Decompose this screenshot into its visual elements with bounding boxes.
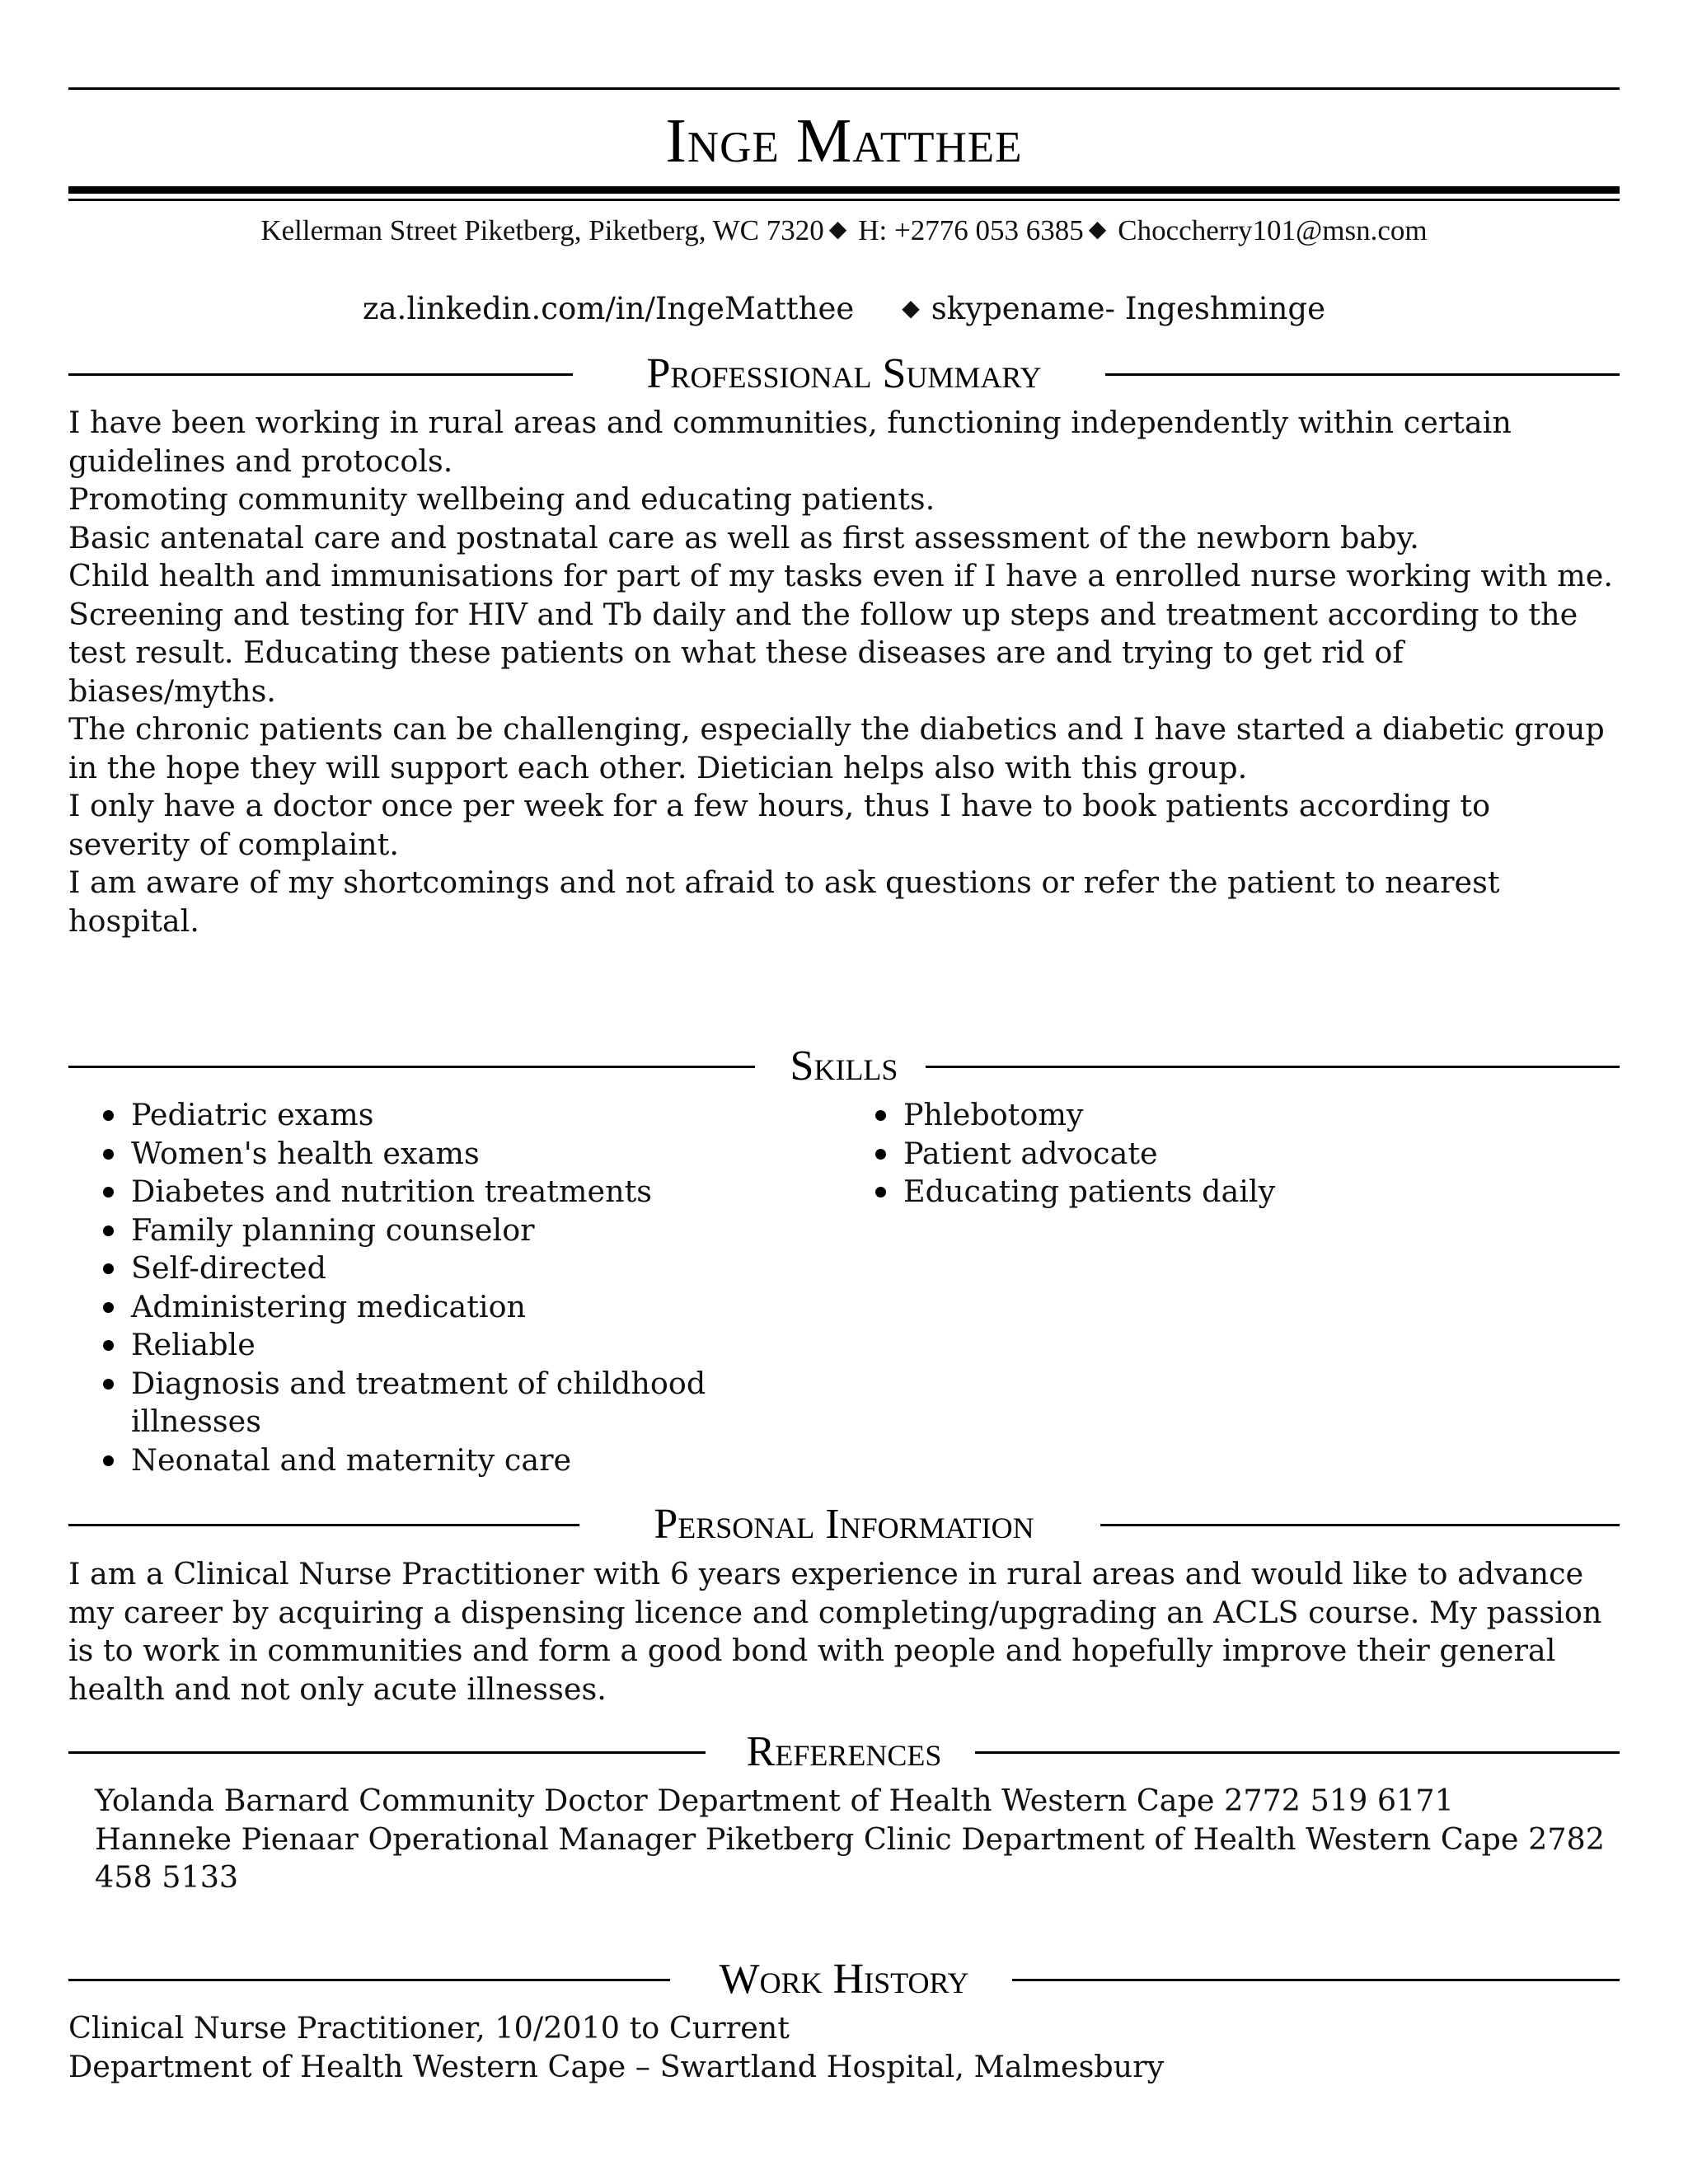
skill-item: Educating patients daily (867, 1173, 1609, 1212)
skill-item: Pediatric exams (95, 1096, 837, 1135)
summary-paragraph: Screening and testing for HIV and Tb daily and the follow up steps and treatment according to the test result. Educating these patients on what these diseases are and trying to get rid of biases/myths. (68, 596, 1578, 709)
skill-item: Women's health exams (95, 1135, 837, 1174)
name-thick-rule (68, 186, 1620, 194)
summary-paragraph: Child health and immunisations for part of my tasks even if I have a enrolled nurse working with me. (68, 558, 1613, 593)
contact-line (68, 213, 1620, 251)
skill-item: Reliable (95, 1326, 837, 1365)
diamond-icon: ◆ (902, 294, 920, 321)
skill-item: Family planning counselor (95, 1212, 837, 1250)
skill-item: Neonatal and maternity care (95, 1441, 837, 1480)
summary-paragraph: I am aware of my shortcomings and not afraid to ask questions or refer the patient to nearest hospital. (68, 865, 1500, 939)
address: Kellerman Street Piketberg, Piketberg, WC 7320 (260, 214, 824, 246)
work-employer: Department of Health Western Cape – Swartland Hospital, Malmesbury (68, 2048, 1165, 2084)
skill-item: Patient advocate (867, 1135, 1609, 1174)
personal-heading (68, 1498, 1620, 1551)
skype-name: skypename- Ingeshminge (931, 291, 1325, 326)
work-title: Work History (699, 1956, 988, 2003)
reference-item: Hanneke Pienaar Operational Manager Piketberg Clinic Department of Health Western Cape 2782 458 5133 (95, 1821, 1605, 1895)
summary-body (68, 404, 1618, 940)
references-body (95, 1782, 1620, 1897)
candidate-name: Inge Matthee (665, 106, 1023, 176)
work-body (68, 2009, 1618, 2086)
personal-title: Personal Information (634, 1501, 1053, 1548)
skills-left-column (95, 1096, 837, 1479)
email[interactable]: Choccherry101@msn.com (1118, 214, 1428, 246)
skill-item: Diagnosis and treatment of childhood illnesses (95, 1365, 837, 1441)
summary-paragraph: The chronic patients can be challenging, especially the diabetics and I have started a diabetic group in the hope they will support each other. Dietician helps also with this group. (68, 711, 1605, 785)
skill-item: Self-directed (95, 1249, 837, 1288)
skills-title: Skills (771, 1043, 918, 1090)
work-position: Clinical Nurse Practitioner, 10/2010 to Current (68, 2010, 790, 2046)
phone: H: +2776 053 6385 (858, 214, 1084, 246)
diamond-icon: ◆ (1088, 217, 1107, 242)
summary-paragraph: Basic antenatal care and postnatal care as well as first assessment of the newborn baby. (68, 519, 1419, 555)
summary-paragraph: Promoting community wellbeing and educating patients. (68, 481, 935, 517)
skills-heading (68, 1040, 1620, 1093)
references-heading (68, 1726, 1620, 1779)
summary-heading (68, 348, 1620, 401)
summary-paragraph: I have been working in rural areas and communities, functioning independently within certain guidelines and protocols. (68, 405, 1512, 479)
personal-body (68, 1555, 1618, 1708)
top-rule (68, 87, 1620, 90)
summary-title: Professional Summary (627, 350, 1062, 397)
diamond-icon: ◆ (828, 217, 847, 242)
skills-right-column (867, 1096, 1609, 1212)
work-heading (68, 1953, 1620, 2006)
skill-item: Diabetes and nutrition treatments (95, 1173, 837, 1212)
skill-item: Administering medication (95, 1288, 837, 1327)
skill-item: Phlebotomy (867, 1096, 1609, 1135)
linkedin-link[interactable]: za.linkedin.com/in/IngeMatthee (363, 291, 855, 326)
reference-item: Yolanda Barnard Community Doctor Department of Health Western Cape 2772 519 6171 (95, 1783, 1454, 1818)
summary-paragraph: I only have a doctor once per week for a few hours, thus I have to book patients according to severity of complaint. (68, 788, 1491, 862)
social-line (68, 290, 1620, 330)
personal-text: I am a Clinical Nurse Practitioner with 6 years experience in rural areas and would like to advance my career by acquiring a dispensing licence and completing/upgrading an ACLS course. My passion is to work in communities and form a good bond with people and hopefully improve their general health and not only acute illnesses. (68, 1556, 1602, 1707)
references-title: References (727, 1728, 962, 1775)
name-thin-rule (68, 199, 1620, 201)
